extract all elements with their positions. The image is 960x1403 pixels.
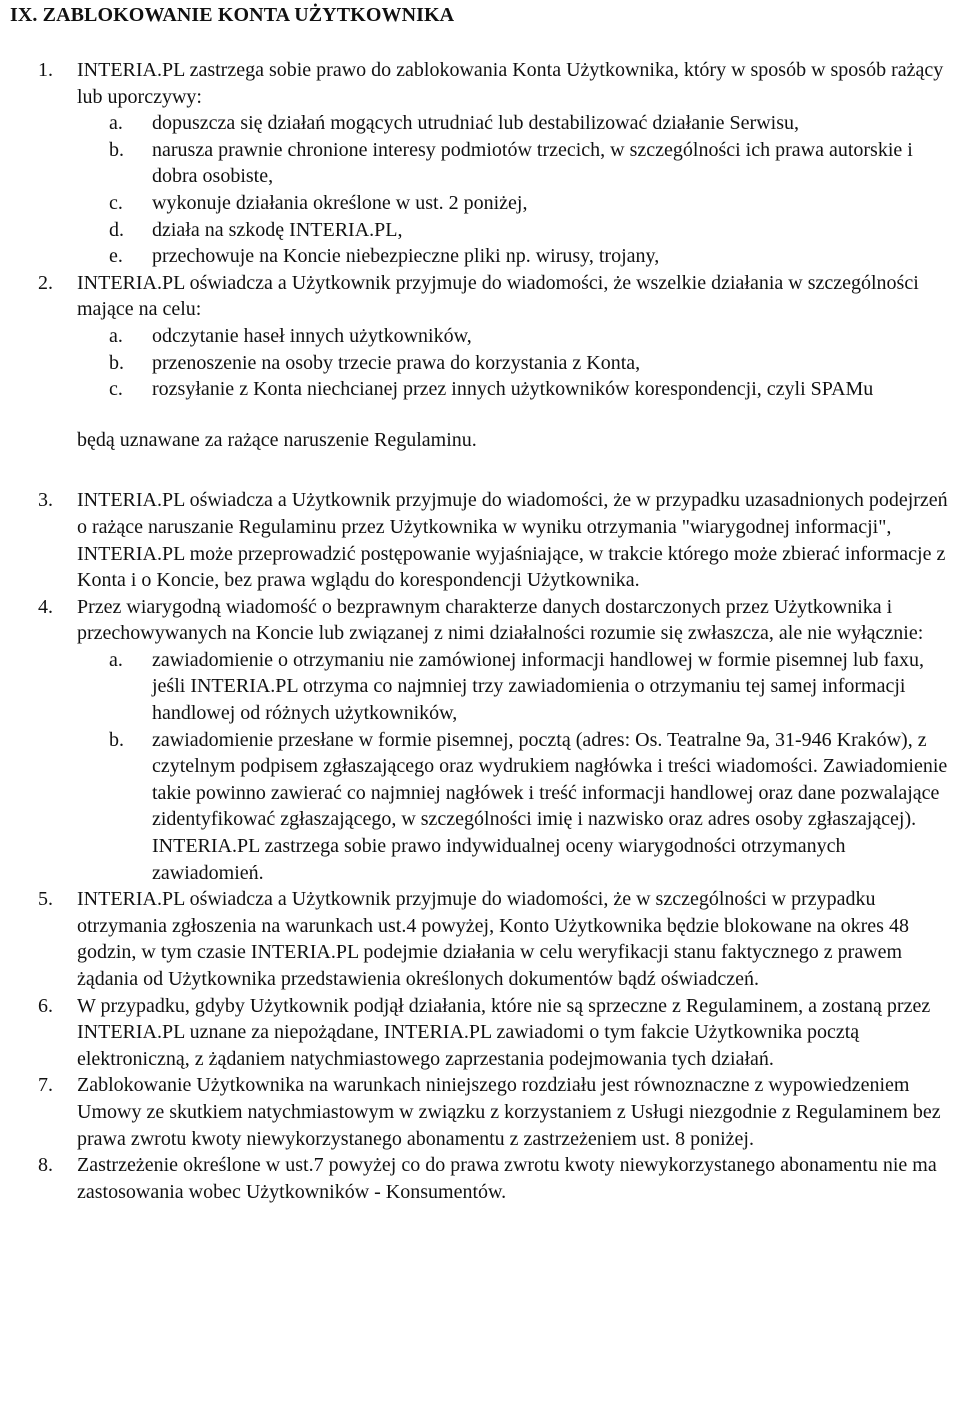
clause-number: 3. [38, 489, 53, 512]
sub-text: zawiadomienie przesłane w formie pisemnej, pocztą (adres: Os. Teatralne 9a, 31-946 Kraków), z czytelnym podpisem zgłaszającego oraz wydrukiem nagłówka i treści wiadomości. Zawiadomienie takie powinno zawierać co najmniej nagłówek i treść informacji handlowej oraz dane pozwalające zidentyfikować zgłaszającego, w szczególności imię i nazwisko oraz adres osoby zgłaszającej). INTERIA.PL zastrzega sobie prawo indywidualnej oceny wiarygodności otrzymanych zawiadomień. [152, 728, 948, 884]
clause-text: INTERIA.PL oświadcza a Użytkownik przyjmuje do wiadomości, że wszelkie działania w szczególności mające na celu: [77, 271, 919, 321]
sub-item [77, 350, 958, 377]
clause-2 [0, 270, 958, 454]
clause-number: 6. [38, 994, 53, 1017]
sub-item [77, 727, 958, 887]
clause-number: 2. [38, 271, 53, 294]
clause-6 [0, 993, 958, 1073]
clause-7 [0, 1072, 958, 1152]
sub-text: rozsyłanie z Konta niechcianej przez innych użytkowników korespondencji, czyli SPAMu [152, 378, 874, 401]
sub-letter: d. [109, 218, 124, 241]
sub-text: wykonuje działania określone w ust. 2 poniżej, [152, 191, 528, 214]
sub-letter: a. [109, 112, 123, 135]
sub-letter: c. [109, 378, 123, 401]
clause-text: W przypadku, gdyby Użytkownik podjął działania, które nie są sprzeczne z Regulaminem, a zostaną przez INTERIA.PL uznane za niepożądane, INTERIA.PL zawiadomi o tym fakcie Użytkownika pocztą elektroniczną, z żądaniem natychmiastowego zaprzestania podejmowania tych działań. [77, 994, 931, 1070]
sub-text: działa na szkodę INTERIA.PL, [152, 218, 403, 241]
sub-list [77, 110, 958, 270]
sub-letter: b. [109, 351, 124, 374]
sub-letter: a. [109, 324, 123, 347]
sub-item [77, 190, 958, 217]
clause-text: INTERIA.PL oświadcza a Użytkownik przyjmuje do wiadomości, że w szczególności w przypadku otrzymania zgłoszenia na warunkach ust.4 powyżej, Konto Użytkownika będzie blokowane na okres 48 godzin, w tym czasie INTERIA.PL podejmie działania w celu weryfikacji stanu faktycznego z prawem żądania od Użytkownika przedstawienia określonych dokumentów bądź oświadczeń. [77, 888, 909, 990]
sub-letter: b. [109, 138, 124, 161]
sub-text: przechowuje na Koncie niebezpieczne pliki np. wirusy, trojany, [152, 245, 660, 268]
clause-text: Zastrzeżenie określone w ust.7 powyżej co do prawa zwrotu kwoty niewykorzystanego abonamentu nie ma zastosowania wobec Użytkowników - Konsumentów. [77, 1154, 937, 1203]
sub-item [77, 110, 958, 137]
clause-number: 5. [38, 888, 53, 911]
sub-text: dopuszcza się działań mogących utrudniać lub destabilizować działanie Serwisu, [152, 112, 799, 135]
sub-letter: e. [109, 245, 123, 268]
clause-8 [0, 1152, 958, 1205]
sub-text: odczytanie haseł innych użytkowników, [152, 324, 472, 347]
sub-letter: b. [109, 728, 124, 751]
clause-closing: będą uznawane za rażące naruszenie Regulaminu. [77, 428, 477, 451]
clause-text: Zablokowanie Użytkownika na warunkach niniejszego rozdziału jest równoznaczne z wypowiedzeniem Umowy ze skutkiem natychmiastowym w związku z korzystaniem z Usługi niezgodnie z Regulaminem bez prawa zwrotu kwoty niewykorzystanego abonamentu z zastrzeżeniem ust. 8 poniżej. [77, 1074, 941, 1150]
clause-3 [0, 487, 958, 593]
sub-letter: a. [109, 648, 123, 671]
clause-1 [0, 57, 958, 270]
sub-item [77, 376, 958, 403]
sub-item [77, 243, 958, 270]
sub-text: narusza prawnie chronione interesy podmiotów trzecich, w szczególności ich prawa autorskie i dobra osobiste, [152, 138, 913, 188]
clause-list [0, 57, 958, 1205]
clause-text: Przez wiarygodną wiadomość o bezprawnym charakterze danych dostarczonych przez Użytkownika i przechowywanych na Koncie lub związanej z nimi działalności rozumie się zwłaszcza, ale nie wyłącznie: [77, 595, 924, 645]
sub-list [77, 323, 958, 403]
document [0, 2, 958, 1205]
clause-number: 8. [38, 1154, 53, 1177]
clause-4 [0, 594, 958, 887]
sub-item [77, 217, 958, 244]
clause-text: INTERIA.PL zastrzega sobie prawo do zablokowania Konta Użytkownika, który w sposób w sposób rażący lub uporczywy: [77, 59, 944, 108]
section-heading: IX. ZABLOKOWANIE KONTA UŻYTKOWNIKA [10, 4, 455, 26]
sub-item [77, 323, 958, 350]
clause-number: 7. [38, 1074, 53, 1097]
sub-text: przenoszenie na osoby trzecie prawa do korzystania z Konta, [152, 351, 641, 374]
clause-5 [0, 886, 958, 992]
clause-number: 1. [38, 59, 53, 81]
sub-item [77, 137, 958, 190]
clause-number: 4. [38, 595, 53, 618]
sub-list [77, 647, 958, 886]
sub-letter: c. [109, 191, 123, 214]
clause-text: INTERIA.PL oświadcza a Użytkownik przyjmuje do wiadomości, że w przypadku uzasadnionych podejrzeń o rażące naruszanie Regulaminu przez Użytkownika w wyniku otrzymania "wiarygodnej informacji", INTERIA.PL może przeprowadzić postępowanie wyjaśniające, w trakcie którego może zbierać informacje z Konta i o Koncie, bez prawa wglądu do korespondencji Użytkownika. [77, 489, 948, 592]
sub-item [77, 647, 958, 727]
sub-text: zawiadomienie o otrzymaniu nie zamówionej informacji handlowej w formie pisemnej lub faxu, jeśli INTERIA.PL otrzyma co najmniej trzy zawiadomienia o otrzymaniu tej samej informacji handlowej od różnych użytkowników, [152, 648, 924, 725]
